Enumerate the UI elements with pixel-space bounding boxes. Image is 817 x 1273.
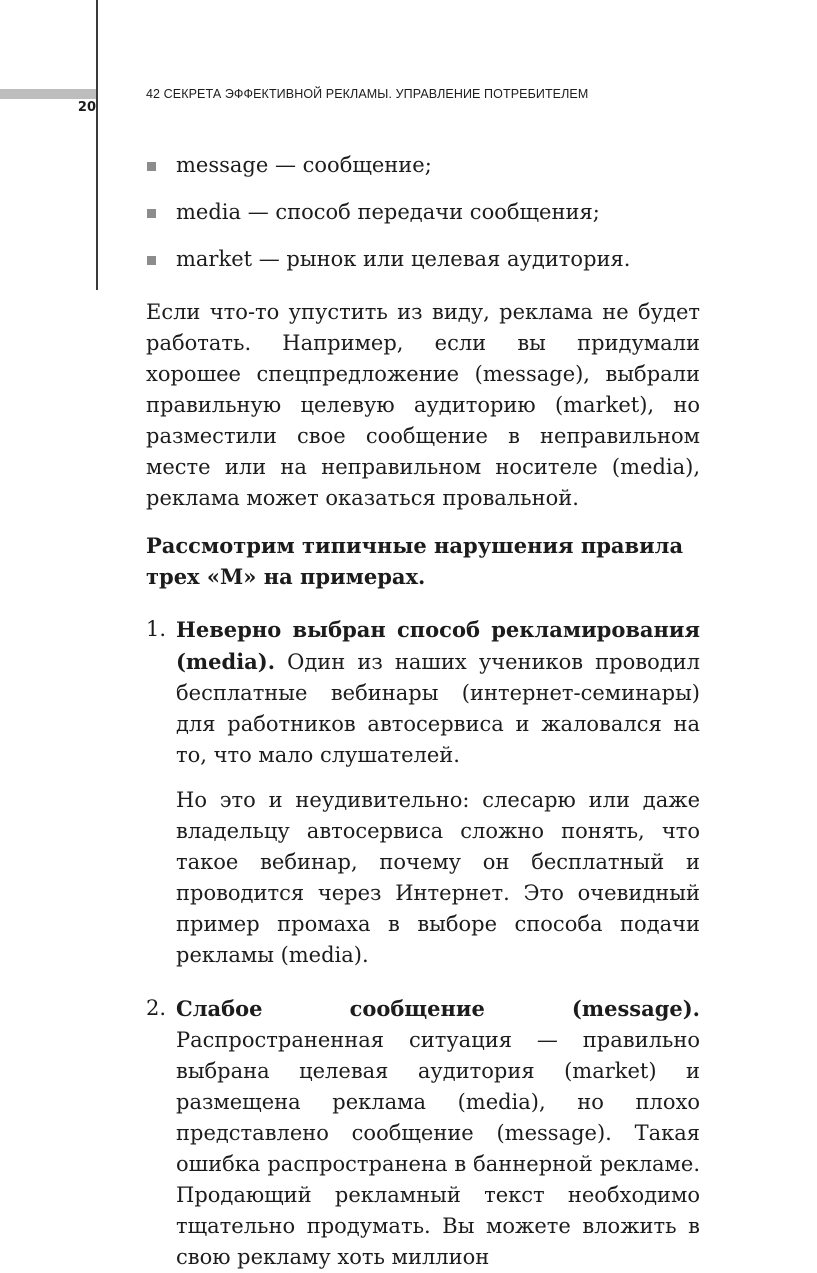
page-body (146, 150, 700, 1273)
bullet-square-icon (147, 256, 156, 265)
bullet-list (146, 150, 700, 275)
item-paragraph (176, 993, 700, 1273)
bullet-definition: — способ передачи сообщения; (241, 200, 600, 224)
body-paragraph: Если что-то упустить из виду, реклама не будет работать. Например, если вы придумали хорошее спецпредложение (message), выбрали правильную целевую аудиторию (market), но разместили свое сообщение в неправильном месте или на неправильном носителе (media), реклама может оказаться провальной. (146, 300, 700, 510)
bullet-term: media (176, 200, 242, 224)
bullet-square-icon (147, 162, 156, 171)
bullet-definition: — рынок или целевая аудитория. (252, 247, 631, 271)
section-lead-in: Рассмотрим типичные нарушения правила трех «М» на примерах. (146, 533, 684, 589)
bullet-term: message (176, 153, 269, 177)
numbered-item (146, 993, 700, 1273)
list-item (146, 244, 700, 275)
item-number: 2. (146, 996, 167, 1020)
bullet-square-icon (147, 209, 156, 218)
page-tab-marker (0, 89, 96, 99)
item-text: Один из наших учеников проводил бесплатные вебинары (интернет-семинары) для работников автосервиса и жаловался на то, что мало слушателей. (176, 650, 700, 767)
item-heading: Неверно выбран способ рекламирования (media). (176, 617, 700, 674)
list-item (146, 197, 700, 228)
item-number: 1. (146, 617, 167, 641)
item-sub-paragraph: Но это и неудивительно: слесарю или даже владельцу автосервиса сложно понять, что такое вебинар, почему он бесплатный и проводится через Интернет. Это очевидный пример промаха в выборе способа подачи рекламы (media). (176, 788, 700, 967)
numbered-item (146, 614, 700, 971)
list-item (146, 150, 700, 181)
page-number: 20 (77, 100, 96, 115)
item-heading: Слабое сообщение (message). (176, 996, 700, 1021)
item-text: Распространенная ситуация — правильно выбрана целевая аудитория (market) и размещена реклама (media), но плохо представлено сообщение (message). Такая ошибка распространена в баннерной рекламе. Продающий рекламный текст необходимо тщательно продумать. Вы можете вложить в свою рекламу хоть миллион (176, 1028, 700, 1269)
bullet-definition: — сообщение; (268, 153, 432, 177)
item-paragraph (176, 614, 700, 771)
bullet-term: market (176, 247, 253, 271)
running-header: 42 СЕКРЕТА ЭФФЕКТИВНОЙ РЕКЛАМЫ. УПРАВЛЕНИЕ ПОТРЕБИТЕЛЕМ (146, 87, 589, 101)
margin-rule (96, 0, 98, 290)
